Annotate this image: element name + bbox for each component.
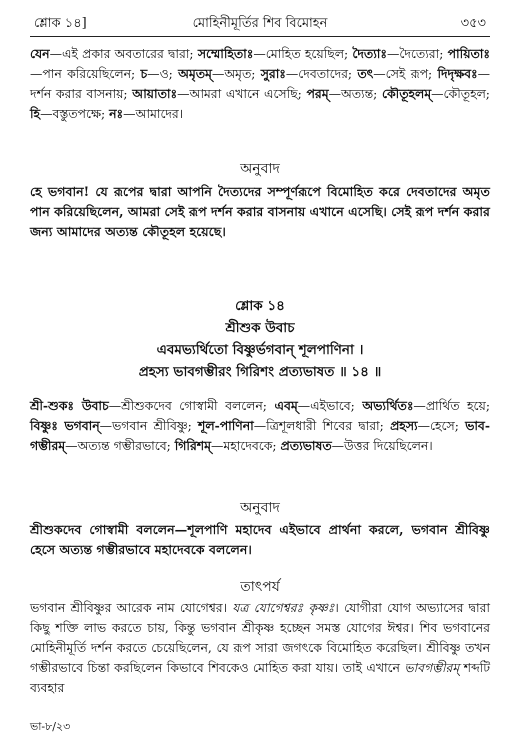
verse-heading: শ্লোক ১৪ (235, 298, 285, 314)
synonyms-verse: শ্রী-শুকঃ উবাচ—শ্রীশুকদেব গোস্বামী বললেন; এবম্—এইভাবে; অভ্যর্থিতঃ—প্রার্থিত হয়ে; বিষ্ণুঃ ভগবান্—ভগবান শ্রীবিষ্ণু; শূল-পাণিনা—ত্রিশূলধারী শিবের দ্বারা; প্রহস্য—হেসে; ভাব-গম্ভীরম্—অত্যন্ত গম্ভীরভাবে; গিরিশম্—মহাদেবকে; প্রত্যভাষত—উত্তর দিয়েছিলেন। (30, 398, 491, 453)
purport-heading: তাৎপর্য (240, 579, 280, 595)
footer-signature: ভা-৮/২৩ (30, 720, 71, 733)
header-page-number: ৩৫৩ (460, 16, 486, 31)
synonyms-top: যেন—এই প্রকার অবতারের দ্বারা; সম্মোহিতাঃ—মোহিত হয়েছিল; দৈত্যাঃ—দৈত্যেরা; পায়িতাঃ—পান করিয়েছিলেন; চ—ও; অমৃতম্—অমৃত; সুরাঃ—দেবতাদের; তৎ—সেই রূপ; দিদৃক্ষবঃ—দর্শন করার বাসনায়; আয়াতাঃ—আমরা এখানে এসেছি; পরম্—অত্যন্ত; কৌতূহলম্—কৌতূহল; হি—বস্তুতপক্ষে; নঃ—আমাদের। (30, 46, 490, 121)
translation-heading-2: অনুবাদ (240, 500, 280, 516)
purport-text: ভগবান শ্রীবিষ্ণুর আরেক নাম যোগেশ্বর। যত্র যোগেশ্বরঃ কৃষ্ণঃ। যোগীরা যোগ অভ্যাসের দ্বারা কিছু শক্তি লাভ করতে চায়, কিন্তু ভগবান শ্রীকৃষ্ণ হচ্ছেন সমস্ত যোগের ঈশ্বর। শিব ভগবানের মোহিনীমূর্তি দর্শন করতে চেয়েছিলেন, যে রূপ সারা জগৎকে বিমোহিত করেছিল। শ্রীবিষ্ণু তখন গম্ভীরভাবে চিন্তা করছিলেন কিভাবে শিবকেও মোহিত করা যায়। তাই এখানে ভাবগম্ভীরম্ শব্দটি ব্যবহার (30, 600, 490, 695)
running-header (30, 14, 490, 32)
verse-line-1: এবমভ্যর্থিতো বিষ্ণুর্ভগবান্ শূলপাণিনা । (156, 342, 364, 358)
header-chapter-title: মোহিনীমূর্তির শিব বিমোহন (192, 16, 328, 31)
purport-quote: যত্র যোগেশ্বরঃ কৃষ্ণঃ (232, 600, 335, 615)
header-verse-ref: শ্লোক ১৪] (34, 16, 87, 31)
verse-line-2: প্রহস্য ভাবগম্ভীরং গিরিশং প্রত্যভাষত ॥ ১৪ ॥ (138, 364, 382, 380)
verse-speaker: শ্রীশুক উবাচ (225, 320, 295, 336)
purport-term: ভাবগম্ভীরম্ (404, 660, 460, 675)
header-rule (30, 36, 490, 37)
translation-text-2: শ্রীশুকদেব গোস্বামী বললেন—শূলপাণি মহাদেব এইভাবে প্রার্থনা করলে, ভগবান শ্রীবিষ্ণু হেসে অত্যন্ত গম্ভীরভাবে মহাদেবকে বললেন। (30, 522, 490, 557)
translation-heading: অনুবাদ (240, 161, 280, 177)
book-page (30, 0, 490, 741)
translation-text: হে ভগবান! যে রূপের দ্বারা আপনি দৈত্যদের সম্পূর্ণরূপে বিমোহিত করে দেবতাদের অমৃত পান করিয়েছিলেন, আমরা সেই রূপ দর্শন করার বাসনায় এখানে এসেছি। সেই রূপ দর্শন করার জন্য আমাদের অত্যন্ত কৌতূহল হয়েছে। (30, 184, 490, 239)
